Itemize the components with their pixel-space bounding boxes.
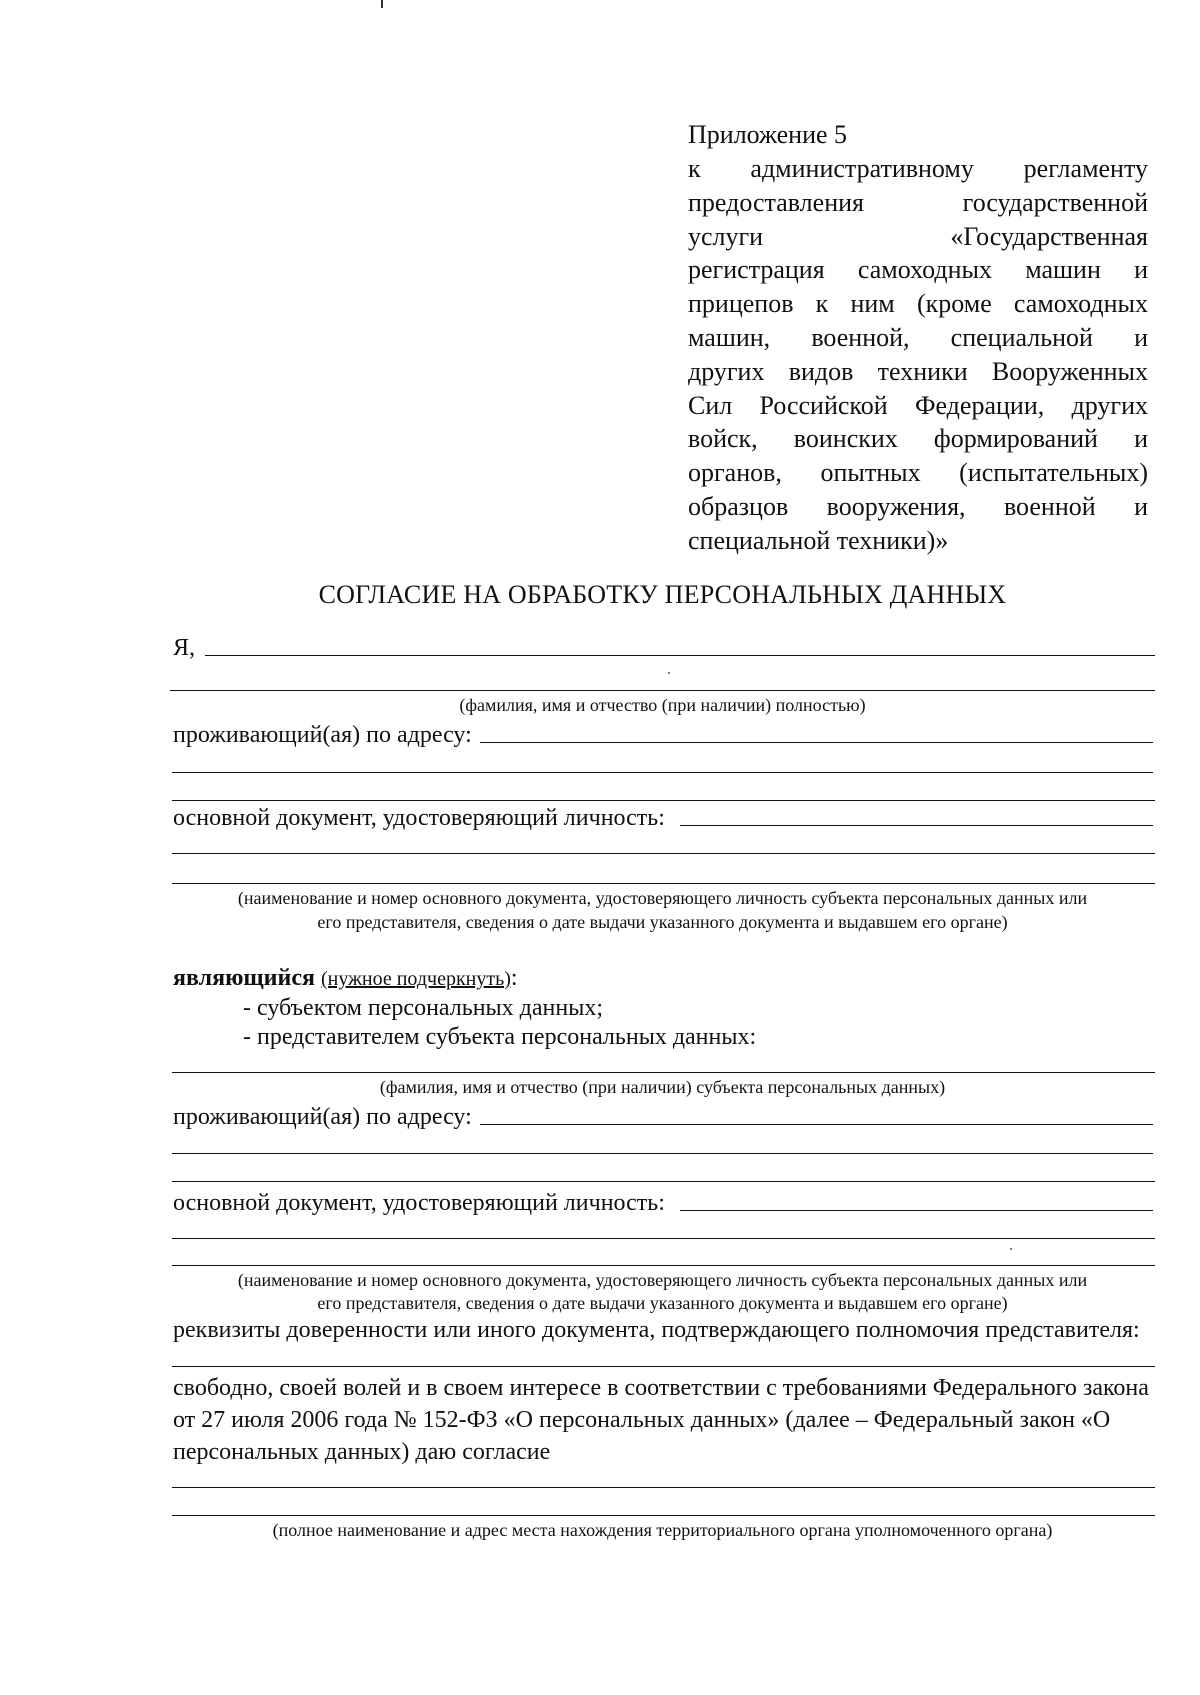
appendix-header [688, 118, 1148, 558]
fio-field-line-2[interactable] [170, 690, 1155, 691]
being-line [173, 965, 518, 992]
header-line: предоставления государственной [688, 187, 1148, 217]
doc-field-line-2[interactable] [172, 853, 1155, 854]
doc-label: основной документ, удостоверяющий личность: [173, 805, 665, 831]
document-title: СОГЛАСИЕ НА ОБРАБОТКУ ПЕРСОНАЛЬНЫХ ДАННЫХ [318, 580, 1007, 609]
org-field-line-1[interactable] [172, 1487, 1155, 1488]
org-caption: (полное наименование и адрес места нахождения территориального органа уполномоченного органа) [272, 1520, 1053, 1540]
address-field-line-1[interactable] [480, 742, 1153, 743]
header-line: образцов вооружения, военной и [688, 491, 1148, 521]
doc-caption-line-2: его представителя, сведения о дате выдачи указанного документа и выдавшем его органе) [317, 912, 1008, 932]
subject-address-field-line-1[interactable] [480, 1124, 1153, 1125]
header-line: к административному регламенту [688, 154, 1148, 183]
scan-mark [381, 0, 383, 8]
option-representative[interactable]: - представителем субъекта персональных данных: [243, 1024, 757, 1050]
scan-speck [668, 672, 670, 674]
subject-doc-label: основной документ, удостоверяющий личность: [173, 1190, 665, 1216]
header-line: услуги «Государственная [688, 221, 1148, 251]
address-field-line-2[interactable] [172, 772, 1153, 773]
subject-address-field-line-3[interactable] [172, 1181, 1155, 1182]
being-colon: : [510, 965, 518, 991]
header-line: прицепов к ним (кроме самоходных [688, 289, 1148, 319]
subject-doc-field-line-1[interactable] [680, 1210, 1153, 1211]
consent-line-2: от 27 июля 2006 года № 152-ФЗ «О персональных данных» (далее – Федеральный закон «О [173, 1407, 1111, 1433]
header-line: войск, воинских формирований и [688, 424, 1148, 454]
doc-field-line-1[interactable] [680, 825, 1153, 826]
proxy-label: реквизиты доверенности или иного документа, подтверждающего полномочия представителя: [173, 1317, 1140, 1343]
doc-caption-line-1: (наименование и номер основного документа, удостоверяющего личность субъекта персональных данных или [237, 888, 1088, 908]
consent-line-1: свободно, своей волей и в своем интересе в соответствии с требованиями Федерального закона [173, 1375, 1149, 1401]
header-line: органов, опытных (испытательных) [688, 458, 1148, 488]
subject-fio-caption: (фамилия, имя и отчество (при наличии) субъекта персональных данных) [379, 1077, 946, 1097]
being-label: являющийся [173, 965, 315, 991]
header-line: регистрация самоходных машин и [688, 255, 1148, 285]
fio-field-line-1[interactable] [205, 655, 1155, 656]
proxy-field-line[interactable] [172, 1366, 1155, 1367]
header-line: Сил Российской Федерации, других [688, 390, 1148, 420]
option-subject[interactable]: - субъектом персональных данных; [243, 995, 604, 1021]
header-last-line: специальной техники)» [688, 525, 949, 555]
fio-caption: (фамилия, имя и отчество (при наличии) полностью) [459, 695, 866, 715]
subject-doc-field-line-2[interactable] [172, 1238, 1155, 1239]
scan-speck [1010, 1248, 1012, 1250]
subject-address-field-line-2[interactable] [172, 1153, 1153, 1154]
address-label: проживающий(ая) по адресу: [173, 722, 472, 748]
i-label: Я, [173, 635, 196, 661]
header-line: других видов техники Вооруженных [688, 356, 1148, 386]
subject-fio-field-line[interactable] [172, 1072, 1155, 1073]
appendix-title: Приложение 5 [688, 120, 848, 149]
subject-address-label: проживающий(ая) по адресу: [173, 1104, 472, 1130]
header-line: машин, военной, специальной и [688, 322, 1148, 352]
subject-doc-caption-line-2: его представителя, сведения о дате выдачи указанного документа и выдавшем его органе) [317, 1293, 1008, 1313]
address-field-line-3[interactable] [172, 800, 1155, 801]
doc-field-line-3[interactable] [172, 883, 1155, 884]
being-hint: (нужное подчеркнуть) [320, 968, 511, 990]
subject-doc-field-line-3[interactable] [172, 1265, 1155, 1266]
org-field-line-2[interactable] [172, 1515, 1155, 1516]
subject-doc-caption-line-1: (наименование и номер основного документа, удостоверяющего личность субъекта персональных данных или [237, 1270, 1088, 1290]
consent-line-3: персональных данных) даю согласие [173, 1439, 551, 1465]
